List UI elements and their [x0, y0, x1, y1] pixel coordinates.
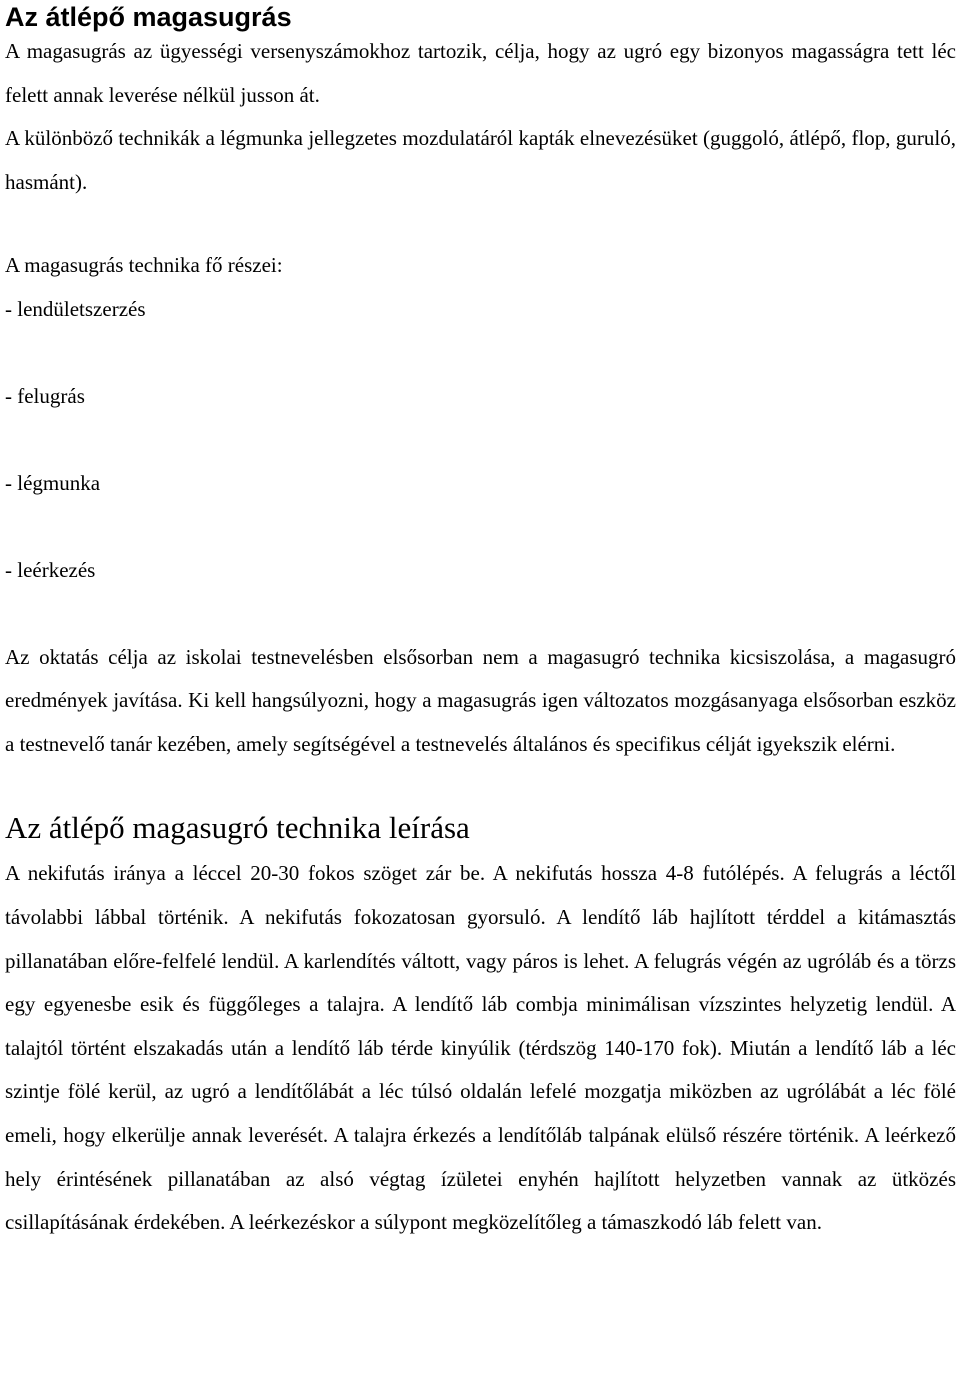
list-item: - leérkezés	[5, 558, 96, 583]
list-item: - légmunka	[5, 471, 101, 496]
intro-paragraph: A különböző technikák a légmunka jellegzetes mozdulatáról kapták elnevezésüket (guggoló, átlépő, flop, guruló, hasmánt).	[5, 126, 956, 194]
document-page	[5, 0, 956, 1245]
intro-section	[5, 30, 956, 204]
document-title: Az átlépő magasugrás	[5, 2, 292, 32]
list-item: - felugrás	[5, 383, 85, 408]
intro-paragraph: A magasugrás az ügyességi versenyszámokhoz tartozik, célja, hogy az ugró egy bizonyos magasságra tett léc felett annak leverése nélkül jusson át.	[5, 39, 956, 107]
technique-parts	[5, 244, 956, 593]
section-heading: Az átlépő magasugró technika leírása	[5, 810, 470, 846]
list-item: - lendületszerzés	[5, 296, 146, 321]
parts-heading: A magasugrás technika fő részei:	[5, 253, 283, 277]
description-paragraph: A nekifutás iránya a léccel 20-30 fokos szöget zár be. A nekifutás hossza 4-8 futólépés. A felugrás a léctől távolabbi lábbal történik. A nekifutás fokozatosan gyorsuló. A lendítő láb hajlított térddel a kitámasztás pillanatában előre-felfelé lendül. A karlendítés váltott, vagy páros is lehet. A felugrás végén az ugróláb és a törzs egy egyenesbe esik és függőleges a talajra. A lendítő láb combja minimálisan vízszintes helyzetig lendül. A talajtól történt elszakadás után a lendítő láb térde kinyúlik (térdszög 140-170 fok). Miután a lendítő láb a léc szintje fölé kerül, az ugró a lendítőlábát a léc túlsó oldalán lefelé mozgatja miközben az ugrólábát a léc fölé emeli, hogy elkerülje annak leverését. A talajra érkezés a lendítőláb talpának elülső részére történik. A leérkező hely érintésének pillanatában az alsó végtag ízületei enyhén hajlított helyzetben vannak az ütközés csillapításának érdekében. A leérkezéskor a súlypont megközelítőleg a támaszkodó láb felett van.	[5, 861, 956, 1235]
goal-paragraph: Az oktatás célja az iskolai testnevelésben elsősorban nem a magasugró technika kicsiszolása, a magasugró eredmények javítása. Ki kell hangsúlyozni, hogy a magasugrás igen változatos mozgásanyaga elsősorban eszköz a testnevelő tanár kezében, amely segítségével a testnevelés általános és specifikus célját igyekszik elérni.	[5, 644, 956, 756]
